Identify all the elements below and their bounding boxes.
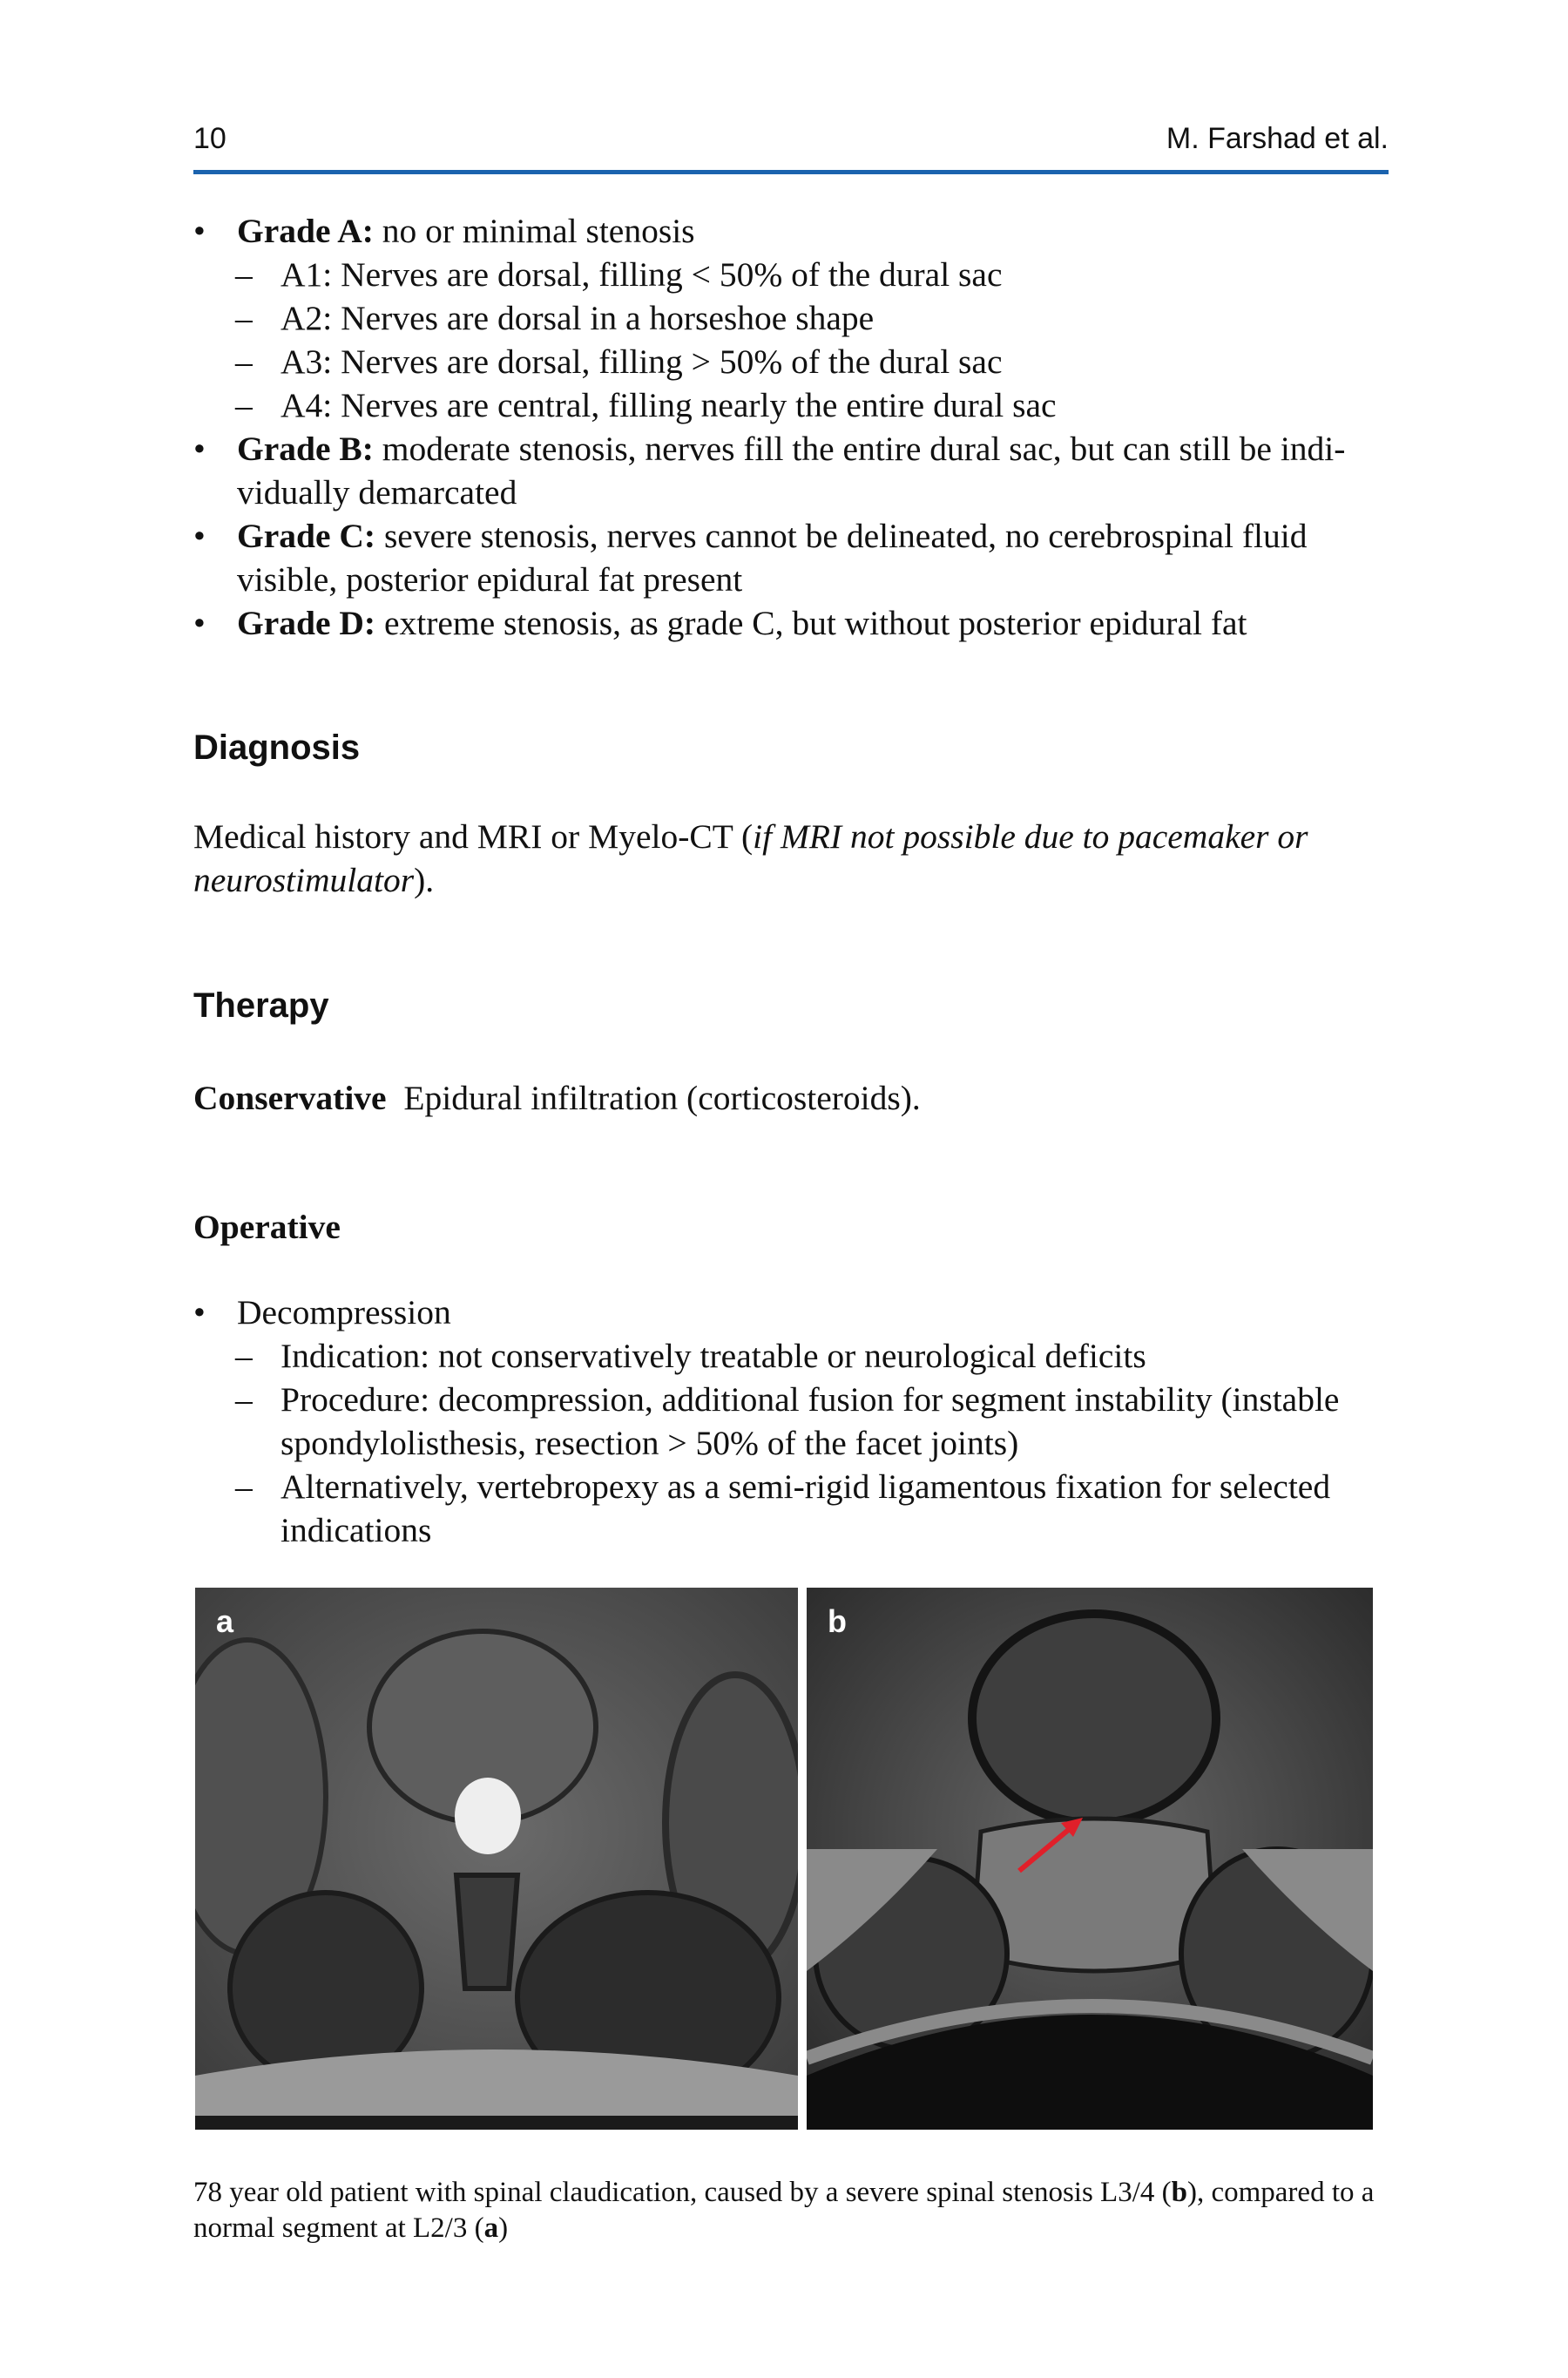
operative-subitem: – Alternatively, vertebropexy as a semi-rigid ligamentous fixation for selected indications xyxy=(193,1465,1389,1552)
therapy-heading: Therapy xyxy=(193,986,329,1025)
grade-text: extreme stenosis, as grade C, but without posterior epidural fat xyxy=(375,604,1247,642)
figure-caption: 78 year old patient with spinal claudication, caused by a severe spinal stenosis L3/4 (b), compared to a normal segment at L2/3 (a) xyxy=(193,2177,1375,2244)
bullet-icon: • xyxy=(193,604,206,642)
dash-icon: – xyxy=(235,1467,253,1506)
grade-label: Grade A: xyxy=(237,212,374,250)
operative-subitem: – Indication: not conservatively treatable or neurological deficits xyxy=(193,1334,1389,1378)
diagnosis-italic-note: if MRI not possible due to pacemaker or neurostimulator xyxy=(193,817,1308,899)
operative-subheading: Operative xyxy=(193,1208,341,1246)
grade-c-item xyxy=(193,514,1389,601)
operative-subitem: – Procedure: decompression, additional fusion for segment instability (instable spondylolisthesis, resection > 50% of the facet joints) xyxy=(193,1378,1389,1465)
mri-scan-b-graphic xyxy=(807,1588,1373,2130)
dash-icon: – xyxy=(235,386,253,424)
operative-list xyxy=(193,1291,1389,1552)
grade-text: no or minimal stenosis xyxy=(373,212,695,250)
grade-b-item xyxy=(193,427,1389,514)
header-rule xyxy=(193,170,1389,174)
mri-scan-a-graphic xyxy=(195,1588,798,2130)
grade-a-subitem: – A2: Nerves are dorsal in a horseshoe shape xyxy=(193,296,1389,340)
conservative-paragraph xyxy=(193,1076,1389,1120)
grade-d-item xyxy=(193,601,1389,645)
dash-icon: – xyxy=(235,342,253,381)
stenosis-grade-list xyxy=(193,209,1389,645)
conservative-label: Conservative xyxy=(193,1079,387,1117)
grade-label: Grade C: xyxy=(237,517,376,555)
bullet-icon: • xyxy=(193,430,206,468)
grade-label: Grade D: xyxy=(237,604,376,642)
bullet-icon: • xyxy=(193,517,206,555)
running-header xyxy=(193,122,1389,157)
grade-a-item xyxy=(193,209,1389,253)
running-author: M. Farshad et al. xyxy=(1166,122,1389,155)
conservative-text: Epidural infiltration (corticosteroids). xyxy=(403,1079,921,1117)
grade-a-subitem: – A1: Nerves are dorsal, filling < 50% of the dural sac xyxy=(193,253,1389,296)
grade-a-subitem: – A4: Nerves are central, filling nearly the entire dural sac xyxy=(193,383,1389,427)
page-number: 10 xyxy=(193,122,226,155)
panel-label-b: b xyxy=(828,1603,847,1639)
grade-label: Grade B: xyxy=(237,430,374,468)
dash-icon: – xyxy=(235,1380,253,1419)
diagnosis-heading: Diagnosis xyxy=(193,728,361,767)
operative-item: • Decompression xyxy=(193,1291,1389,1334)
dash-icon: – xyxy=(235,299,253,337)
grade-text: severe stenosis, nerves cannot be delineated, no cerebrospinal fluid visible, posterior epidural fat present xyxy=(237,517,1308,599)
panel-label-a: a xyxy=(216,1603,234,1639)
diagnosis-paragraph: Medical history and MRI or Myelo-CT (if MRI not possible due to pacemaker or neurostimulator). xyxy=(193,817,1308,899)
mri-image-a xyxy=(195,1588,798,2130)
dash-icon: – xyxy=(235,255,253,294)
bullet-icon: • xyxy=(193,212,206,250)
dash-icon: – xyxy=(235,1337,253,1375)
mri-image-b xyxy=(807,1588,1373,2130)
grade-a-subitem: – A3: Nerves are dorsal, filling > 50% of the dural sac xyxy=(193,340,1389,383)
bullet-icon: • xyxy=(193,1293,206,1331)
grade-text: moderate stenosis, nerves fill the entire dural sac, but can still be indi-vidually demarcated xyxy=(237,430,1346,512)
mri-figure xyxy=(195,1588,1373,2130)
